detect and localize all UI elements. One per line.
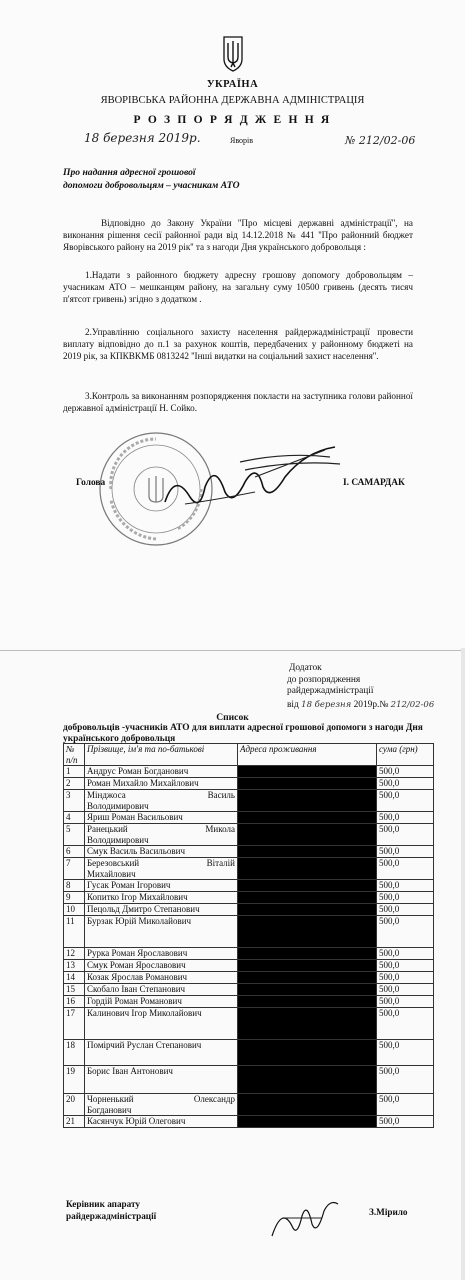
cell-sum: 500,0 bbox=[377, 778, 434, 790]
cell-address-redacted bbox=[238, 916, 377, 948]
cell-name: Помірчий Руслан Степанович bbox=[85, 1040, 238, 1066]
cell-sum: 500,0 bbox=[377, 880, 434, 892]
footer-role-line-2: райдержадміністрації bbox=[66, 1211, 157, 1221]
subject-line-1: Про надання адресної грошової bbox=[63, 167, 196, 178]
cell-no: 5 bbox=[64, 824, 85, 846]
cell-name: Гусак Роман Ігорович bbox=[85, 880, 238, 892]
cell-no: 3 bbox=[64, 790, 85, 812]
appendix-line-2: до розпорядження bbox=[287, 674, 361, 685]
cell-sum: 500,0 bbox=[377, 812, 434, 824]
cell-sum: 500,0 bbox=[377, 984, 434, 996]
cell-sum: 500,0 bbox=[377, 996, 434, 1008]
cell-address-redacted bbox=[238, 790, 377, 812]
table-row bbox=[64, 1040, 434, 1066]
table-row bbox=[64, 1066, 434, 1094]
cell-no: 11 bbox=[64, 916, 85, 948]
cell-no: 20 bbox=[64, 1094, 85, 1116]
footer-name: З.Мірило bbox=[369, 1207, 408, 1217]
cell-no: 8 bbox=[64, 880, 85, 892]
cell-surname: Чорненький bbox=[87, 1094, 134, 1104]
cell-sum: 500,0 bbox=[377, 824, 434, 846]
appendix-date-year: 2019р.№ bbox=[353, 700, 389, 710]
table-row bbox=[64, 778, 434, 790]
cell-patronymic: Богданович bbox=[87, 1104, 132, 1115]
appendix-date bbox=[287, 700, 434, 710]
appendix-reference bbox=[287, 663, 374, 698]
col-header-sum: сума (грн) bbox=[377, 744, 434, 766]
order-city: Яворів bbox=[230, 136, 254, 145]
cell-no: 21 bbox=[64, 1116, 85, 1128]
cell-name bbox=[85, 790, 238, 812]
cell-name bbox=[85, 1094, 238, 1116]
administration-title: ЯВОРІВСЬКА РАЙОННА ДЕРЖАВНА АДМІНІСТРАЦІЯ bbox=[100, 95, 365, 106]
cell-address-redacted bbox=[238, 904, 377, 916]
cell-name: Копитко Ігор Михайлович bbox=[85, 892, 238, 904]
footer-role bbox=[66, 1198, 156, 1222]
cell-no: 9 bbox=[64, 892, 85, 904]
table-row bbox=[64, 916, 434, 948]
appendix-line-3: райдержадміністрації bbox=[287, 686, 374, 696]
cell-no: 14 bbox=[64, 972, 85, 984]
document-type: Р О З П О Р Я Д Ж Е Н Н Я bbox=[133, 114, 332, 126]
table-row bbox=[64, 1116, 434, 1128]
cell-address-redacted bbox=[238, 778, 377, 790]
head-signature-icon bbox=[145, 442, 345, 517]
table-row bbox=[64, 972, 434, 984]
table-row bbox=[64, 846, 434, 858]
cell-no: 12 bbox=[64, 948, 85, 960]
cell-address-redacted bbox=[238, 846, 377, 858]
cell-name-line bbox=[87, 790, 235, 801]
head-name: І. САМАРДАК bbox=[343, 478, 405, 488]
head-role: Голова bbox=[76, 478, 106, 488]
coat-of-arms-icon bbox=[221, 33, 245, 73]
cell-address-redacted bbox=[238, 1008, 377, 1040]
table-row bbox=[64, 812, 434, 824]
cell-surname: Мінджоса bbox=[87, 790, 126, 800]
cell-address-redacted bbox=[238, 892, 377, 904]
cell-sum: 500,0 bbox=[377, 790, 434, 812]
cell-no: 16 bbox=[64, 996, 85, 1008]
table-row bbox=[64, 892, 434, 904]
table-row bbox=[64, 824, 434, 846]
table-row bbox=[64, 880, 434, 892]
appendix-line-1: Додаток bbox=[289, 663, 322, 673]
table-row bbox=[64, 948, 434, 960]
cell-firstname: Віталій bbox=[206, 858, 235, 868]
cell-no: 4 bbox=[64, 812, 85, 824]
footer-role-line-1: Керівник апарату bbox=[66, 1199, 141, 1209]
table-row bbox=[64, 766, 434, 778]
cell-address-redacted bbox=[238, 960, 377, 972]
cell-name: Бурзак Юрій Миколайович bbox=[85, 916, 238, 948]
cell-sum: 500,0 bbox=[377, 846, 434, 858]
cell-sum: 500,0 bbox=[377, 1094, 434, 1116]
cell-address-redacted bbox=[238, 1040, 377, 1066]
table-row bbox=[64, 858, 434, 880]
cell-firstname: Василь bbox=[207, 790, 235, 800]
cell-name: Скобало Іван Степанович bbox=[85, 984, 238, 996]
paragraph-preamble: Відповідно до Закону України ''Про місцеві державні адміністрації'', на виконання рішення сесії районної ради від 14.12.2018 № 441 ''Про районний бюджет Яворівського району на 2019 рік'' та з нагоди Дня українського добровольця : bbox=[63, 218, 413, 252]
cell-no: 17 bbox=[64, 1008, 85, 1040]
cell-no: 18 bbox=[64, 1040, 85, 1066]
cell-name: Смук Василь Васильович bbox=[85, 846, 238, 858]
cell-address-redacted bbox=[238, 1116, 377, 1128]
cell-address-redacted bbox=[238, 972, 377, 984]
appendix-date-hand: 18 березня bbox=[301, 700, 352, 710]
order-date: 18 березня 2019р. bbox=[84, 131, 201, 145]
country-title: УКРАЇНА bbox=[206, 79, 259, 90]
cell-sum: 500,0 bbox=[377, 948, 434, 960]
cell-name bbox=[85, 824, 238, 846]
cell-surname: Ранецький bbox=[87, 824, 128, 834]
appendix-number-hand: 212/02-06 bbox=[390, 700, 435, 710]
cell-address-redacted bbox=[238, 1066, 377, 1094]
table-row bbox=[64, 996, 434, 1008]
table-row bbox=[64, 1008, 434, 1040]
list-title: Список bbox=[216, 712, 249, 723]
cell-firstname: Микола bbox=[205, 824, 235, 834]
cell-address-redacted bbox=[238, 812, 377, 824]
table-row bbox=[64, 960, 434, 972]
table-row bbox=[64, 984, 434, 996]
cell-surname: Березовський bbox=[87, 858, 140, 868]
cell-sum: 500,0 bbox=[377, 1040, 434, 1066]
cell-address-redacted bbox=[238, 766, 377, 778]
cell-sum: 500,0 bbox=[377, 904, 434, 916]
cell-patronymic: Володимирович bbox=[87, 800, 149, 811]
cell-no: 10 bbox=[64, 904, 85, 916]
cell-no: 15 bbox=[64, 984, 85, 996]
cell-name: Пецольд Дмитро Степанович bbox=[85, 904, 238, 916]
cell-sum: 500,0 bbox=[377, 916, 434, 948]
cell-sum: 500,0 bbox=[377, 1008, 434, 1040]
cell-name-line bbox=[87, 824, 235, 835]
cell-address-redacted bbox=[238, 996, 377, 1008]
page-edge-shadow bbox=[461, 648, 465, 1280]
col-header-address: Адреса проживання bbox=[238, 744, 377, 766]
cell-name-line bbox=[87, 858, 235, 869]
subject-line-2: допомоги добровольцям – учасникам АТО bbox=[63, 180, 240, 191]
cell-sum: 500,0 bbox=[377, 892, 434, 904]
cell-address-redacted bbox=[238, 858, 377, 880]
cell-sum: 500,0 bbox=[377, 766, 434, 778]
cell-sum: 500,0 bbox=[377, 960, 434, 972]
cell-address-redacted bbox=[238, 880, 377, 892]
cell-name: Касянчук Юрій Олегович bbox=[85, 1116, 238, 1128]
cell-address-redacted bbox=[238, 1094, 377, 1116]
chief-signature-icon bbox=[262, 1196, 342, 1241]
paragraph-item-3: 3.Контроль за виконанням розпорядження покласти на заступника голови районної державної адміністрації Н. Сойко. bbox=[63, 391, 413, 413]
cell-name: Козак Ярослав Романович bbox=[85, 972, 238, 984]
appendix-date-prefix: від bbox=[287, 700, 299, 710]
cell-patronymic: Володимирович bbox=[87, 834, 149, 845]
cell-sum: 500,0 bbox=[377, 858, 434, 880]
cell-no: 2 bbox=[64, 778, 85, 790]
list-subtitle: добровольців -учасників АТО для виплати адресної грошової допомоги з нагоди Дня українського добровольця bbox=[63, 723, 423, 744]
cell-no: 19 bbox=[64, 1066, 85, 1094]
cell-name: Гордій Роман Романович bbox=[85, 996, 238, 1008]
cell-firstname: Олександр bbox=[193, 1094, 235, 1104]
table-header-row bbox=[64, 744, 434, 766]
col-header-no: № п/п bbox=[64, 744, 85, 766]
cell-address-redacted bbox=[238, 824, 377, 846]
cell-no: 7 bbox=[64, 858, 85, 880]
cell-sum: 500,0 bbox=[377, 972, 434, 984]
cell-name: Андрус Роман Богданович bbox=[85, 766, 238, 778]
order-subject bbox=[63, 166, 293, 192]
cell-sum: 500,0 bbox=[377, 1066, 434, 1094]
table-row bbox=[64, 904, 434, 916]
cell-address-redacted bbox=[238, 984, 377, 996]
cell-name: Калинович Ігор Миколайович bbox=[85, 1008, 238, 1040]
paragraph-item-2: 2.Управлінню соціального захисту населення райдержадміністрації провести виплату відповідно до п.1 за рахунок коштів, передбачених у районному бюджеті на 2019 рік, за КПКВКМБ 0813242 ''Інші видатки на соціальний захист населення''. bbox=[63, 327, 413, 361]
paragraph-item-1: 1.Надати з районного бюджету адресну грошову допомогу добровольцям – учасникам АТО – мешканцям району, на загальну суму 10500 гривень (десять тисяч п'ятсот гривень) згідно з додатком . bbox=[63, 270, 413, 304]
cell-sum: 500,0 bbox=[377, 1116, 434, 1128]
cell-name: Борис Іван Антонович bbox=[85, 1066, 238, 1094]
cell-name: Роман Михайло Михайлович bbox=[85, 778, 238, 790]
table-row bbox=[64, 790, 434, 812]
cell-patronymic: Михайлович bbox=[87, 868, 136, 879]
cell-name-line bbox=[87, 1094, 235, 1105]
cell-no: 13 bbox=[64, 960, 85, 972]
cell-name: Яриш Роман Васильович bbox=[85, 812, 238, 824]
cell-address-redacted bbox=[238, 948, 377, 960]
cell-no: 1 bbox=[64, 766, 85, 778]
cell-name: Смук Роман Ярославович bbox=[85, 960, 238, 972]
table-row bbox=[64, 1094, 434, 1116]
page-divider bbox=[0, 650, 465, 651]
col-header-name: Прізвище, ім'я та по-батькові bbox=[85, 744, 238, 766]
cell-name: Рурка Роман Ярославович bbox=[85, 948, 238, 960]
volunteers-table bbox=[63, 743, 434, 1128]
cell-no: 6 bbox=[64, 846, 85, 858]
cell-name bbox=[85, 858, 238, 880]
order-number: № 212/02-06 bbox=[345, 134, 416, 147]
